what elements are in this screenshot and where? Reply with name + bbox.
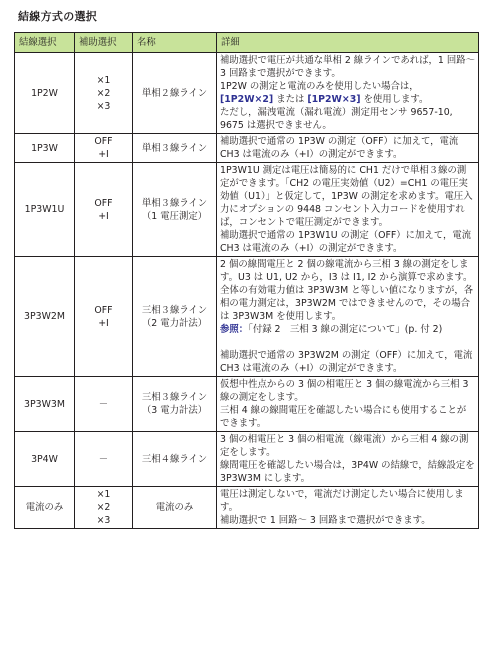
wiring-cell: 電流のみ	[15, 487, 75, 529]
wiring-selection-table	[14, 32, 479, 529]
name-cell	[133, 377, 217, 432]
aux-cell	[75, 432, 133, 487]
highlight-text: [1P2W×2]	[220, 94, 274, 105]
column-header-details: 詳細	[217, 33, 479, 53]
detail-text: を使用します。	[360, 94, 429, 105]
wiring-cell: 3P3W2M	[15, 257, 75, 377]
name-line: 単相３線ライン	[141, 197, 208, 209]
name-line: （2 電力計法）	[141, 317, 208, 329]
wiring-cell: 1P3W	[15, 134, 75, 163]
aux-cell	[75, 53, 133, 134]
table-body	[15, 53, 479, 529]
detail-paragraph: 3 個の相電圧と 3 個の相電流（線電流）から三相 4 線の測定をします。	[220, 434, 469, 458]
aux-value: ×1	[96, 74, 111, 86]
aux-value: ×2	[96, 502, 111, 513]
aux-value: +I	[98, 210, 109, 222]
table-row	[15, 257, 479, 377]
name-line: 単相２線ライン	[141, 87, 208, 99]
detail-paragraph: 1P2W の測定と電流のみを使用したい場合は，	[220, 81, 419, 92]
column-header-wiring: 結線選択	[15, 33, 75, 53]
aux-value: ×1	[96, 489, 111, 500]
table-header-row	[15, 33, 479, 53]
name-line: 電流のみ	[155, 502, 194, 513]
name-line: 三相４線ライン	[141, 453, 208, 465]
aux-cell	[75, 163, 133, 257]
aux-value: OFF	[94, 136, 113, 147]
detail-paragraph: 三相 4 線の線間電圧を確認したい場合にも使用することができます。	[220, 405, 467, 429]
details-cell	[217, 134, 479, 163]
name-cell	[133, 53, 217, 134]
detail-paragraph	[220, 323, 475, 336]
details-cell	[217, 377, 479, 432]
table-row	[15, 377, 479, 432]
name-cell	[133, 163, 217, 257]
detail-paragraph: 2 個の線間電圧と 2 個の線電流から三相 3 線の測定をします。U3 は U1, U2 から，I3 は I1, I2 から演算で求めます。	[220, 259, 473, 283]
table-row	[15, 134, 479, 163]
detail-paragraph: 電圧は測定しないで，電流だけ測定したい場合に使用します。	[220, 489, 464, 513]
table-row	[15, 432, 479, 487]
aux-value: －	[98, 453, 109, 465]
name-line: 三相３線ライン	[141, 392, 208, 403]
details-cell	[217, 487, 479, 529]
detail-paragraph: 補助選択で通常の 1P3W1U の測定（OFF）に加えて，電流 CH3 は電流のみ（+I）の測定ができます。	[220, 230, 472, 254]
detail-paragraph: 線間電圧を確認したい場合は，3P4W の結線で，結線設定を 3P3W3M にします。	[220, 460, 475, 484]
aux-value: OFF	[94, 197, 113, 209]
blank-line	[220, 336, 475, 349]
aux-cell	[75, 134, 133, 163]
wiring-cell: 3P3W3M	[15, 377, 75, 432]
details-cell	[217, 163, 479, 257]
details-cell	[217, 257, 479, 377]
wiring-cell: 1P3W1U	[15, 163, 75, 257]
name-line: 単相３線ライン	[141, 142, 208, 154]
name-cell	[133, 487, 217, 529]
wiring-cell: 3P4W	[15, 432, 75, 487]
section-title: 結線方式の選択	[18, 10, 98, 23]
details-cell	[217, 53, 479, 134]
aux-cell	[75, 487, 133, 529]
name-line: （3 電力計法）	[141, 405, 208, 416]
name-cell	[133, 257, 217, 377]
aux-value: +I	[98, 149, 109, 160]
aux-value: ×3	[96, 100, 111, 112]
aux-value: ×3	[96, 515, 111, 526]
detail-paragraph: 補助選択で電圧が共通な単相 2 線ラインであれば，1 回路～ 3 回路まで選択ができます。	[220, 55, 475, 79]
highlight-text: [1P2W×3]	[307, 94, 361, 105]
details-cell	[217, 432, 479, 487]
detail-paragraph: 補助選択で通常の 3P3W2M の測定（OFF）に加えて，電流 CH3 は電流のみ（+I）の測定ができます。	[220, 350, 473, 374]
aux-value: －	[98, 398, 109, 410]
aux-value: ×2	[96, 87, 111, 99]
aux-value: OFF	[94, 304, 113, 316]
name-line: 三相３線ライン	[141, 304, 208, 316]
aux-value: +I	[98, 317, 109, 329]
column-header-aux: 補助選択	[75, 33, 133, 53]
aux-cell	[75, 377, 133, 432]
detail-paragraph: 補助選択で 1 回路～ 3 回路まで選択ができます。	[220, 515, 431, 526]
detail-paragraph: ただし，漏洩電流（漏れ電流）測定用センサ 9657-10, 9675 は選択できません。	[220, 107, 453, 131]
wiring-cell: 1P2W	[15, 53, 75, 134]
detail-text: 「付録 2 三相 3 線の測定について」(p. 付 2)	[248, 324, 443, 335]
detail-paragraph: 全体の有効電力値は 3P3W3M と等しい値になりますが，各相の電力測定は，3P3W2M ではできませんので，その場合は 3P3W3M を使用します。	[220, 285, 474, 322]
name-line: （1 電圧測定）	[141, 210, 208, 222]
column-header-name: 名称	[133, 33, 217, 53]
name-cell	[133, 134, 217, 163]
detail-paragraph	[220, 93, 475, 106]
aux-cell	[75, 257, 133, 377]
table-row	[15, 163, 479, 257]
name-cell	[133, 432, 217, 487]
table-row	[15, 487, 479, 529]
detail-text: または	[273, 94, 308, 105]
detail-paragraph: 1P3W1U 測定は電圧は簡易的に CH1 だけで単相３線の測定ができます。「CH2 の電圧実効値（U2）=CH1 の電圧実効値（U1）」と仮定して，1P3W の測定を求めます。電圧入力にオプションの 9448 コンセント入力コードを使用すれば，コンセントで電圧測定ができます。	[220, 165, 473, 228]
detail-paragraph: 仮想中性点からの 3 個の相電圧と 3 個の線電流から三相 3 線の測定をします。	[220, 379, 469, 403]
table-row	[15, 53, 479, 134]
detail-paragraph: 補助選択で通常の 1P3W の測定（OFF）に加えて，電流 CH3 は電流のみ（+I）の測定ができます。	[220, 136, 459, 160]
reference-label: 参照：	[220, 324, 249, 335]
